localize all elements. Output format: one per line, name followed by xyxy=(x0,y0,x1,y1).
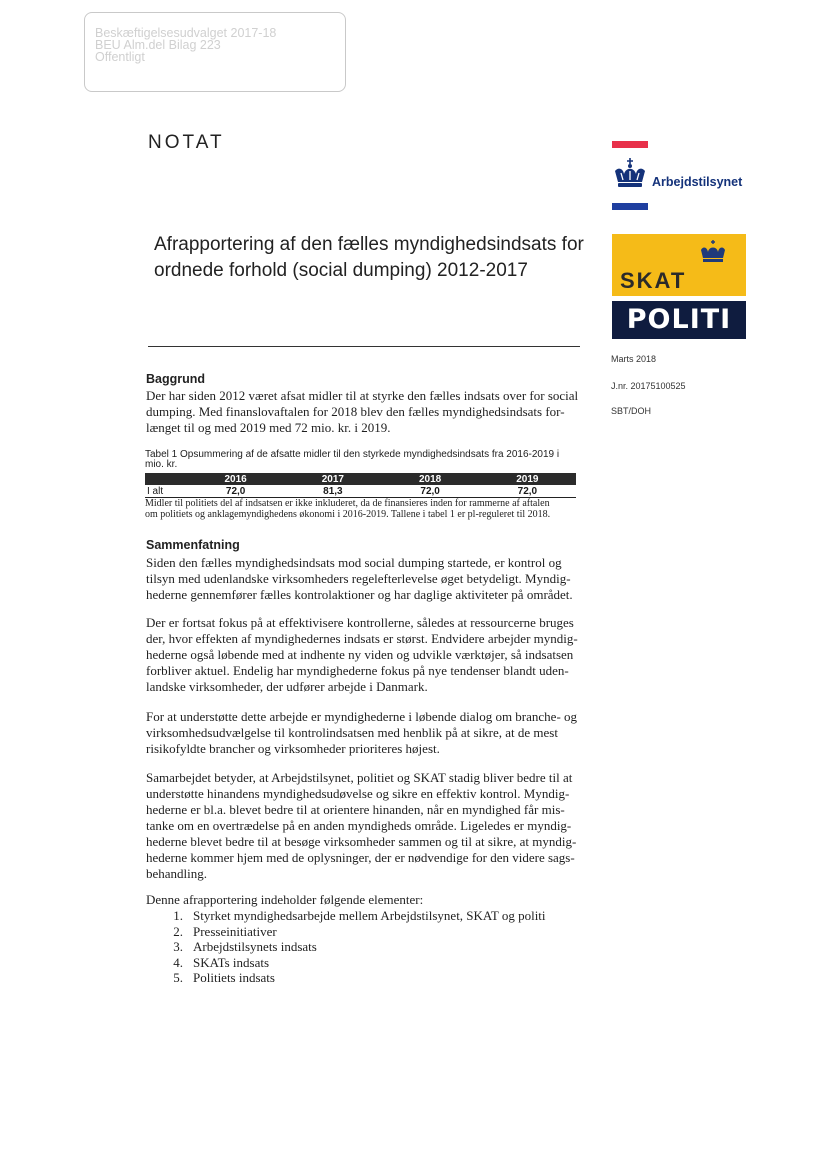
text-line: dumping. Med finanslovaftalen for 2018 blev den fælles myndighedsindsats for- xyxy=(146,404,565,419)
red-bar xyxy=(612,141,648,148)
list-number: 3. xyxy=(173,939,183,954)
table-row xyxy=(145,485,576,498)
list-number: 4. xyxy=(173,954,183,970)
table-header-cell: 2018 xyxy=(382,473,479,485)
table-header-cell: 2017 xyxy=(284,473,381,485)
table-header-cell: 2019 xyxy=(479,473,576,485)
list-item xyxy=(146,970,546,986)
list-item xyxy=(146,924,546,940)
paragraph xyxy=(146,709,582,757)
title-line: Afrapportering af den fælles myndighedsindsats for xyxy=(154,234,584,255)
stamp-line: BEU Alm.del Bilag 223 xyxy=(95,38,221,52)
received-stamp xyxy=(84,12,346,92)
table-caption xyxy=(145,450,585,470)
skat-wordmark: SKAT xyxy=(620,268,687,293)
text-line: forbliver aktuel. Endelig har myndighederne fokus på nye tendenser blandt uden- xyxy=(146,663,569,678)
list-text: SKATs indsats xyxy=(193,954,270,970)
section-heading-baggrund: Baggrund xyxy=(146,372,206,386)
text-line: hederne er bl.a. blevet bedre til at orientere hinanden, når en myndighed får mis- xyxy=(146,802,565,817)
text-line: understøtte hinandens myndighedsudøvelse og sikre en effektiv kontrol. Myndig- xyxy=(146,786,570,801)
politi-logo: POLITI xyxy=(612,301,746,339)
list-text: Presseinitiativer xyxy=(193,923,277,939)
doc-type: NOTAT xyxy=(148,132,225,153)
arbejdstilsynet-logo xyxy=(612,141,752,211)
table-header-cell: 2016 xyxy=(187,473,284,485)
crown-icon xyxy=(612,157,648,189)
arbejdstilsynet-wordmark: Arbejdstilsynet xyxy=(652,175,743,189)
list-text: Styrket myndighedsarbejde mellem Arbejdstilsynet, SKAT og politi xyxy=(193,908,546,923)
list-item xyxy=(146,908,546,924)
table-cell: 72,0 xyxy=(479,485,576,498)
text-line: virksomhedsudvælgelse til kontrolindsatsen med henblik på at sikre, at de mest xyxy=(146,725,558,740)
table-row-label: I alt xyxy=(145,485,187,498)
text-line: landske virksomheder, der udfører arbejde i Danmark. xyxy=(146,679,428,694)
table-header-cell xyxy=(145,473,187,485)
text-line: hederne blevet bedre til at besøge virksomheder sammen og til at sikre, at myndig- xyxy=(146,834,577,849)
elements-list xyxy=(146,908,546,986)
skat-logo xyxy=(612,234,746,296)
text-line: For at understøtte dette arbejde er myndighederne i løbende dialog om branche- og xyxy=(146,709,578,724)
list-item xyxy=(146,955,546,971)
journal-number: J.nr. 20175100525 xyxy=(611,381,686,391)
list-number: 5. xyxy=(173,970,183,985)
text-line: hederne også løbende med at indhente ny viden og udvikle værktøjer, så indsatsen xyxy=(146,647,574,662)
document-date: Marts 2018 xyxy=(611,354,657,364)
crown-icon xyxy=(698,240,728,264)
text-line: Denne afrapportering indeholder følgende elementer: xyxy=(146,892,424,907)
stamp-line: Offentligt xyxy=(95,50,145,64)
table-cell: 81,3 xyxy=(284,485,381,498)
note-line: Midler til politiets del af indsatsen er ikke inkluderet, da de finansieres inden for rammerne af aftalen xyxy=(145,498,550,509)
paragraph xyxy=(146,555,582,603)
text-line: Der har siden 2012 været afsat midler til at styrke den fælles indsats over for social xyxy=(146,388,579,403)
table-note xyxy=(145,498,585,520)
text-line: der, hvor effekten af myndighedernes indsats er størst. Endvidere arbejder myndig- xyxy=(146,631,578,646)
text-line: behandling. xyxy=(146,866,208,881)
list-number: 1. xyxy=(173,908,183,923)
text-line: tanke om en overtrædelse på en anden myndigheds område. Ligeledes er myndig- xyxy=(146,818,572,833)
list-text: Arbejdstilsynets indsats xyxy=(193,939,317,954)
table-cell: 72,0 xyxy=(382,485,479,498)
text-line: Siden den fælles myndighedsindsats mod social dumping startede, er kontrol og xyxy=(146,555,562,570)
stamp-line: Beskæftigelsesudvalget 2017-18 xyxy=(95,26,277,40)
section-heading-sammenfatning: Sammenfatning xyxy=(146,538,240,552)
text-line: Der er fortsat fokus på at effektivisere kontrollerne, således at ressourcerne bruges xyxy=(146,615,574,630)
author-initials: SBT/DOH xyxy=(611,406,652,416)
paragraph xyxy=(146,615,582,695)
funding-table xyxy=(145,473,576,498)
page-title xyxy=(154,232,584,284)
baggrund-paragraph xyxy=(146,388,582,436)
text-line: Samarbejdet betyder, at Arbejdstilsynet, politiet og SKAT stadig bliver bedre til at xyxy=(146,770,573,785)
text-line: tilsyn med udenlandske virksomheders regelefterlevelse øget betydeligt. Myndig- xyxy=(146,571,571,586)
text-line: hederne gennemfører fælles kontrolaktioner og har daglige aktiviteter på området. xyxy=(146,587,573,602)
title-line: ordnede forhold (social dumping) 2012-2017 xyxy=(154,260,528,281)
table-cell: 72,0 xyxy=(187,485,284,498)
caption-line: Tabel 1 Opsummering af de afsatte midler til den styrkede myndighedsindsats fra 2016-2019 i xyxy=(145,449,560,460)
title-divider xyxy=(148,346,580,347)
paragraph xyxy=(146,892,582,908)
note-line: om politiets og anklagemyndighedens økonomi i 2016-2019. Tallene i tabel 1 er pl-reguleret til 2018. xyxy=(145,509,551,520)
list-item xyxy=(146,939,546,955)
blue-bar xyxy=(612,203,648,210)
list-number: 2. xyxy=(173,923,183,939)
caption-line: mio. kr. xyxy=(145,459,178,470)
table-header-row xyxy=(145,473,576,485)
text-line: længet til og med 2019 med 72 mio. kr. i 2019. xyxy=(146,420,391,435)
list-text: Politiets indsats xyxy=(193,970,275,985)
text-line: risikofyldte brancher og virksomheder prioriteres højest. xyxy=(146,741,440,756)
text-line: hederne kommer hjem med de oplysninger, der er nødvendige for den videre sags- xyxy=(146,850,575,865)
paragraph xyxy=(146,770,582,882)
